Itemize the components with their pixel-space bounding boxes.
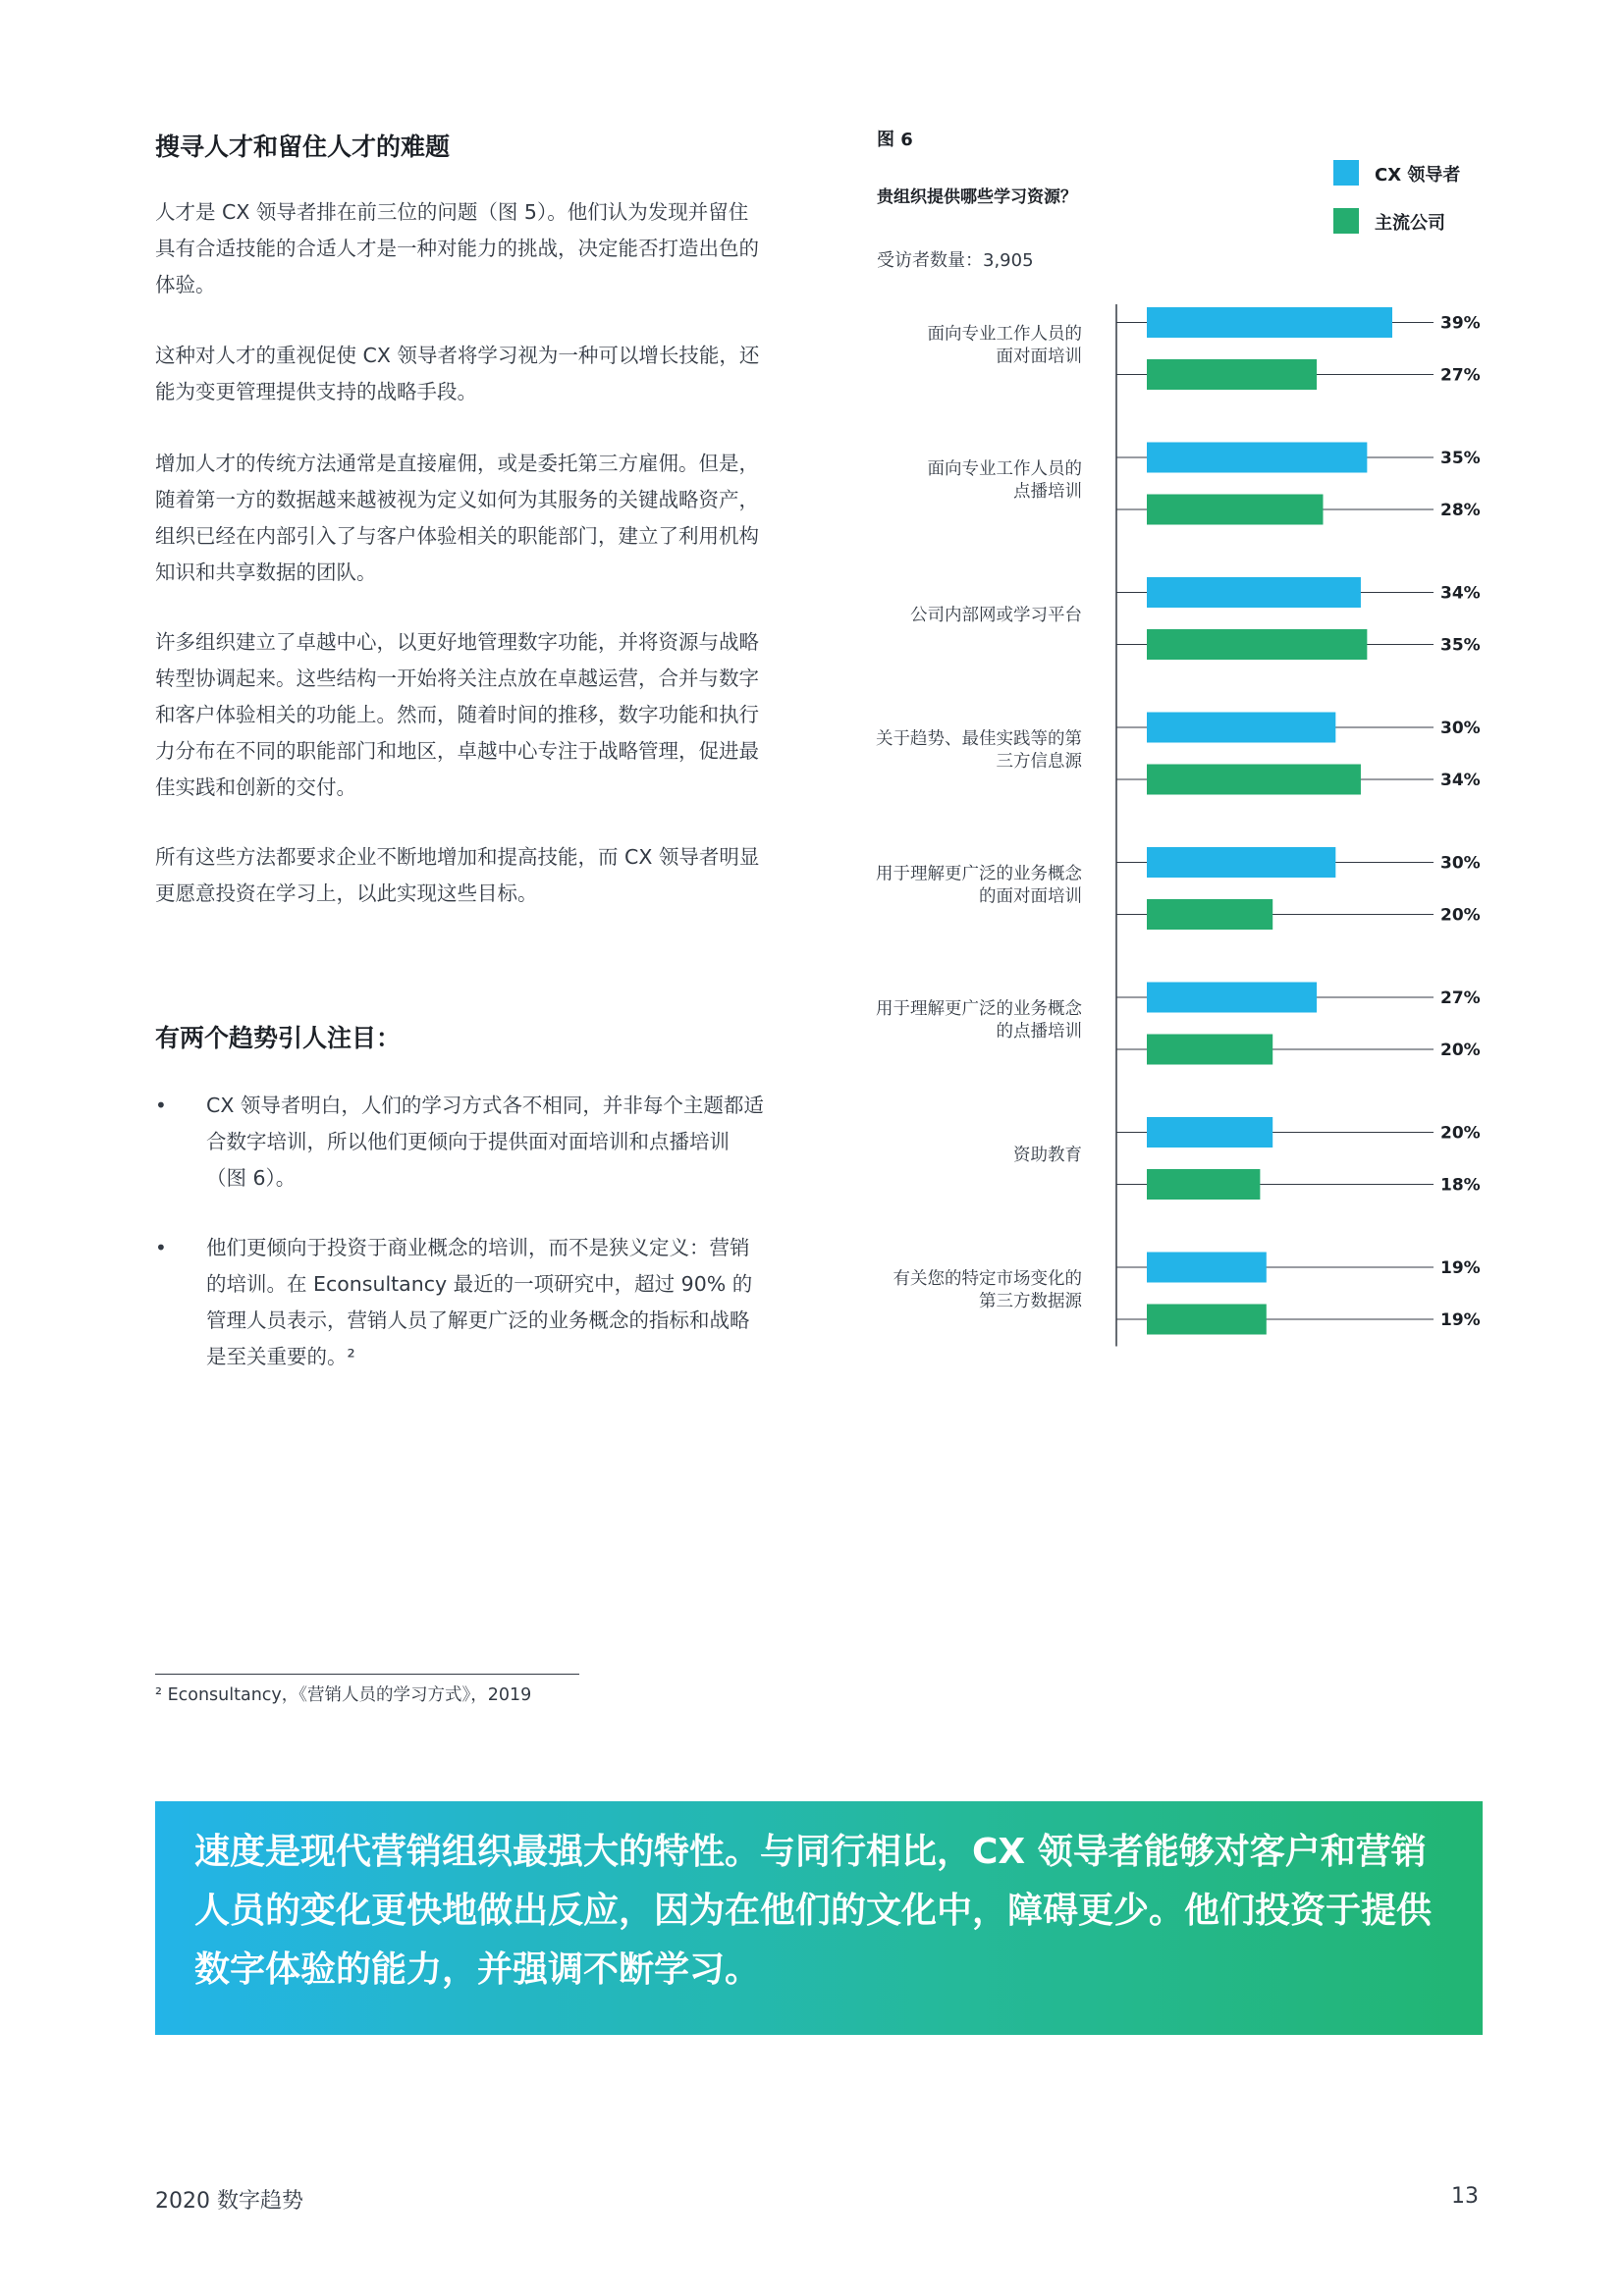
category-label: 第三方数据源 <box>979 1292 1082 1311</box>
data-label: 18% <box>1440 1175 1481 1196</box>
data-label: 28% <box>1440 501 1481 520</box>
trends-heading: 有两个趋势引人注目： <box>155 1024 402 1052</box>
bar-mainstream <box>1147 899 1272 930</box>
figure-label: 图 6 <box>877 130 913 150</box>
paragraph-2: 这种对人才的重视促使 CX 领导者将学习视为一种可以增长技能，还能为变更管理提供支持的战略手段。 <box>155 344 760 403</box>
bar-cx-leaders <box>1147 713 1335 743</box>
bar-mainstream <box>1147 765 1361 795</box>
paragraph-4: 许多组织建立了卓越中心，以更好地管理数字功能，并将资源与战略转型协调起来。这些结构一开始将关注点放在卓越运营，合并与数字和客户体验相关的功能上。然而，随着时间的推移，数字功能和执行力分布在不同的职能部门和地区，卓越中心专注于战略管理，促进最佳实践和创新的交付。 <box>155 630 759 799</box>
data-label: 20% <box>1440 1041 1481 1060</box>
bar-cx-leaders <box>1147 577 1361 608</box>
data-label: 27% <box>1440 365 1481 386</box>
category-label: 资助教育 <box>1013 1146 1082 1165</box>
bar-cx-leaders <box>1147 983 1317 1013</box>
paragraph-1: 人才是 CX 领导者排在前三位的问题（图 5）。他们认为发现并留住具有合适技能的合适人才是一种对能力的挑战，决定能否打造出色的体验。 <box>155 200 759 296</box>
data-label: 30% <box>1440 853 1481 874</box>
data-label: 34% <box>1440 583 1481 604</box>
category-label: 三方信息源 <box>996 752 1082 772</box>
category-label: 用于理解更广泛的业务概念 <box>876 999 1082 1019</box>
legend-label-mainstream: 主流公司 <box>1375 213 1445 234</box>
data-label: 19% <box>1440 1310 1481 1330</box>
callout-text: 速度是现代营销组织最强大的特性。与同行相比，CX 领导者能够对客户和营销人员的变化更快地做出反应，因为在他们的文化中，障碍更少。他们投资于提供数字体验的能力，并强调不断学习。 <box>194 1832 1433 1990</box>
footnote-divider <box>155 1674 579 1675</box>
category-label: 关于趋势、最佳实践等的第 <box>876 729 1082 749</box>
category-label: 面向专业工作人员的 <box>927 459 1082 479</box>
data-label: 34% <box>1440 771 1481 790</box>
data-label: 35% <box>1440 449 1481 468</box>
bullet-text: CX 领导者明白，人们的学习方式各不相同，并非每个主题都适合数字培训，所以他们更倾向于提供面对面培训和点播培训（图 6）。 <box>206 1094 764 1190</box>
category-label: 的点播培训 <box>996 1022 1082 1041</box>
bar-cx-leaders <box>1147 1117 1272 1148</box>
legend-label-cx-leaders: CX 领导者 <box>1375 165 1461 186</box>
footnote: ² Econsultancy，《营销人员的学习方式》，2019 <box>155 1685 532 1705</box>
page-number: 13 <box>1451 2184 1479 2209</box>
category-label: 公司内部网或学习平台 <box>910 606 1082 625</box>
respondent-count: 受访者数量：3,905 <box>877 250 1034 271</box>
bar-cx-leaders <box>1147 307 1392 338</box>
data-label: 39% <box>1440 313 1481 334</box>
data-label: 20% <box>1440 1123 1481 1144</box>
category-label: 的面对面培训 <box>979 886 1082 907</box>
data-label: 19% <box>1440 1258 1481 1278</box>
data-label: 30% <box>1440 719 1481 738</box>
bullet-text: 他们更倾向于投资于商业概念的培训，而不是狭义定义：营销的培训。在 Econsultancy 最近的一项研究中，超过 90% 的管理人员表示，营销人员了解更广泛的业务概念的指标和战略是至关重要的。² <box>206 1236 753 1368</box>
bar-mainstream <box>1147 1305 1267 1335</box>
footer-title: 2020 数字趋势 <box>155 2189 303 2214</box>
data-label: 35% <box>1440 635 1481 656</box>
data-label: 27% <box>1440 988 1481 1008</box>
category-label: 面向专业工作人员的 <box>927 324 1082 345</box>
bar-cx-leaders <box>1147 443 1367 473</box>
bar-mainstream <box>1147 1035 1272 1065</box>
bar-cx-leaders <box>1147 1253 1267 1283</box>
category-label: 有关您的特定市场变化的 <box>893 1269 1082 1289</box>
chart-title: 贵组织提供哪些学习资源？ <box>877 187 1077 207</box>
bar-mainstream <box>1147 495 1323 525</box>
data-label: 20% <box>1440 905 1481 926</box>
bar-cx-leaders <box>1147 847 1335 878</box>
bullet-dot: • <box>155 1236 167 1259</box>
bullet-dot: • <box>155 1094 167 1117</box>
section-heading: 搜寻人才和留住人才的难题 <box>155 133 451 161</box>
bar-mainstream <box>1147 359 1317 390</box>
category-label: 点播培训 <box>1013 482 1082 502</box>
paragraph-5: 所有这些方法都要求企业不断地增加和提高技能，而 CX 领导者明显更愿意投资在学习上，以此实现这些目标。 <box>155 845 760 905</box>
category-label: 用于理解更广泛的业务概念 <box>876 864 1082 884</box>
bar-mainstream <box>1147 1169 1260 1200</box>
callout-banner <box>155 1801 1483 2035</box>
bar-mainstream <box>1147 629 1367 660</box>
paragraph-3: 增加人才的传统方法通常是直接雇佣，或是委托第三方雇佣。但是，随着第一方的数据越来越被视为定义如何为其服务的关键战略资产，组织已经在内部引入了与客户体验相关的职能部门，建立了利用机构知识和共享数据的团队。 <box>155 452 759 584</box>
category-label: 面对面培训 <box>996 347 1082 367</box>
